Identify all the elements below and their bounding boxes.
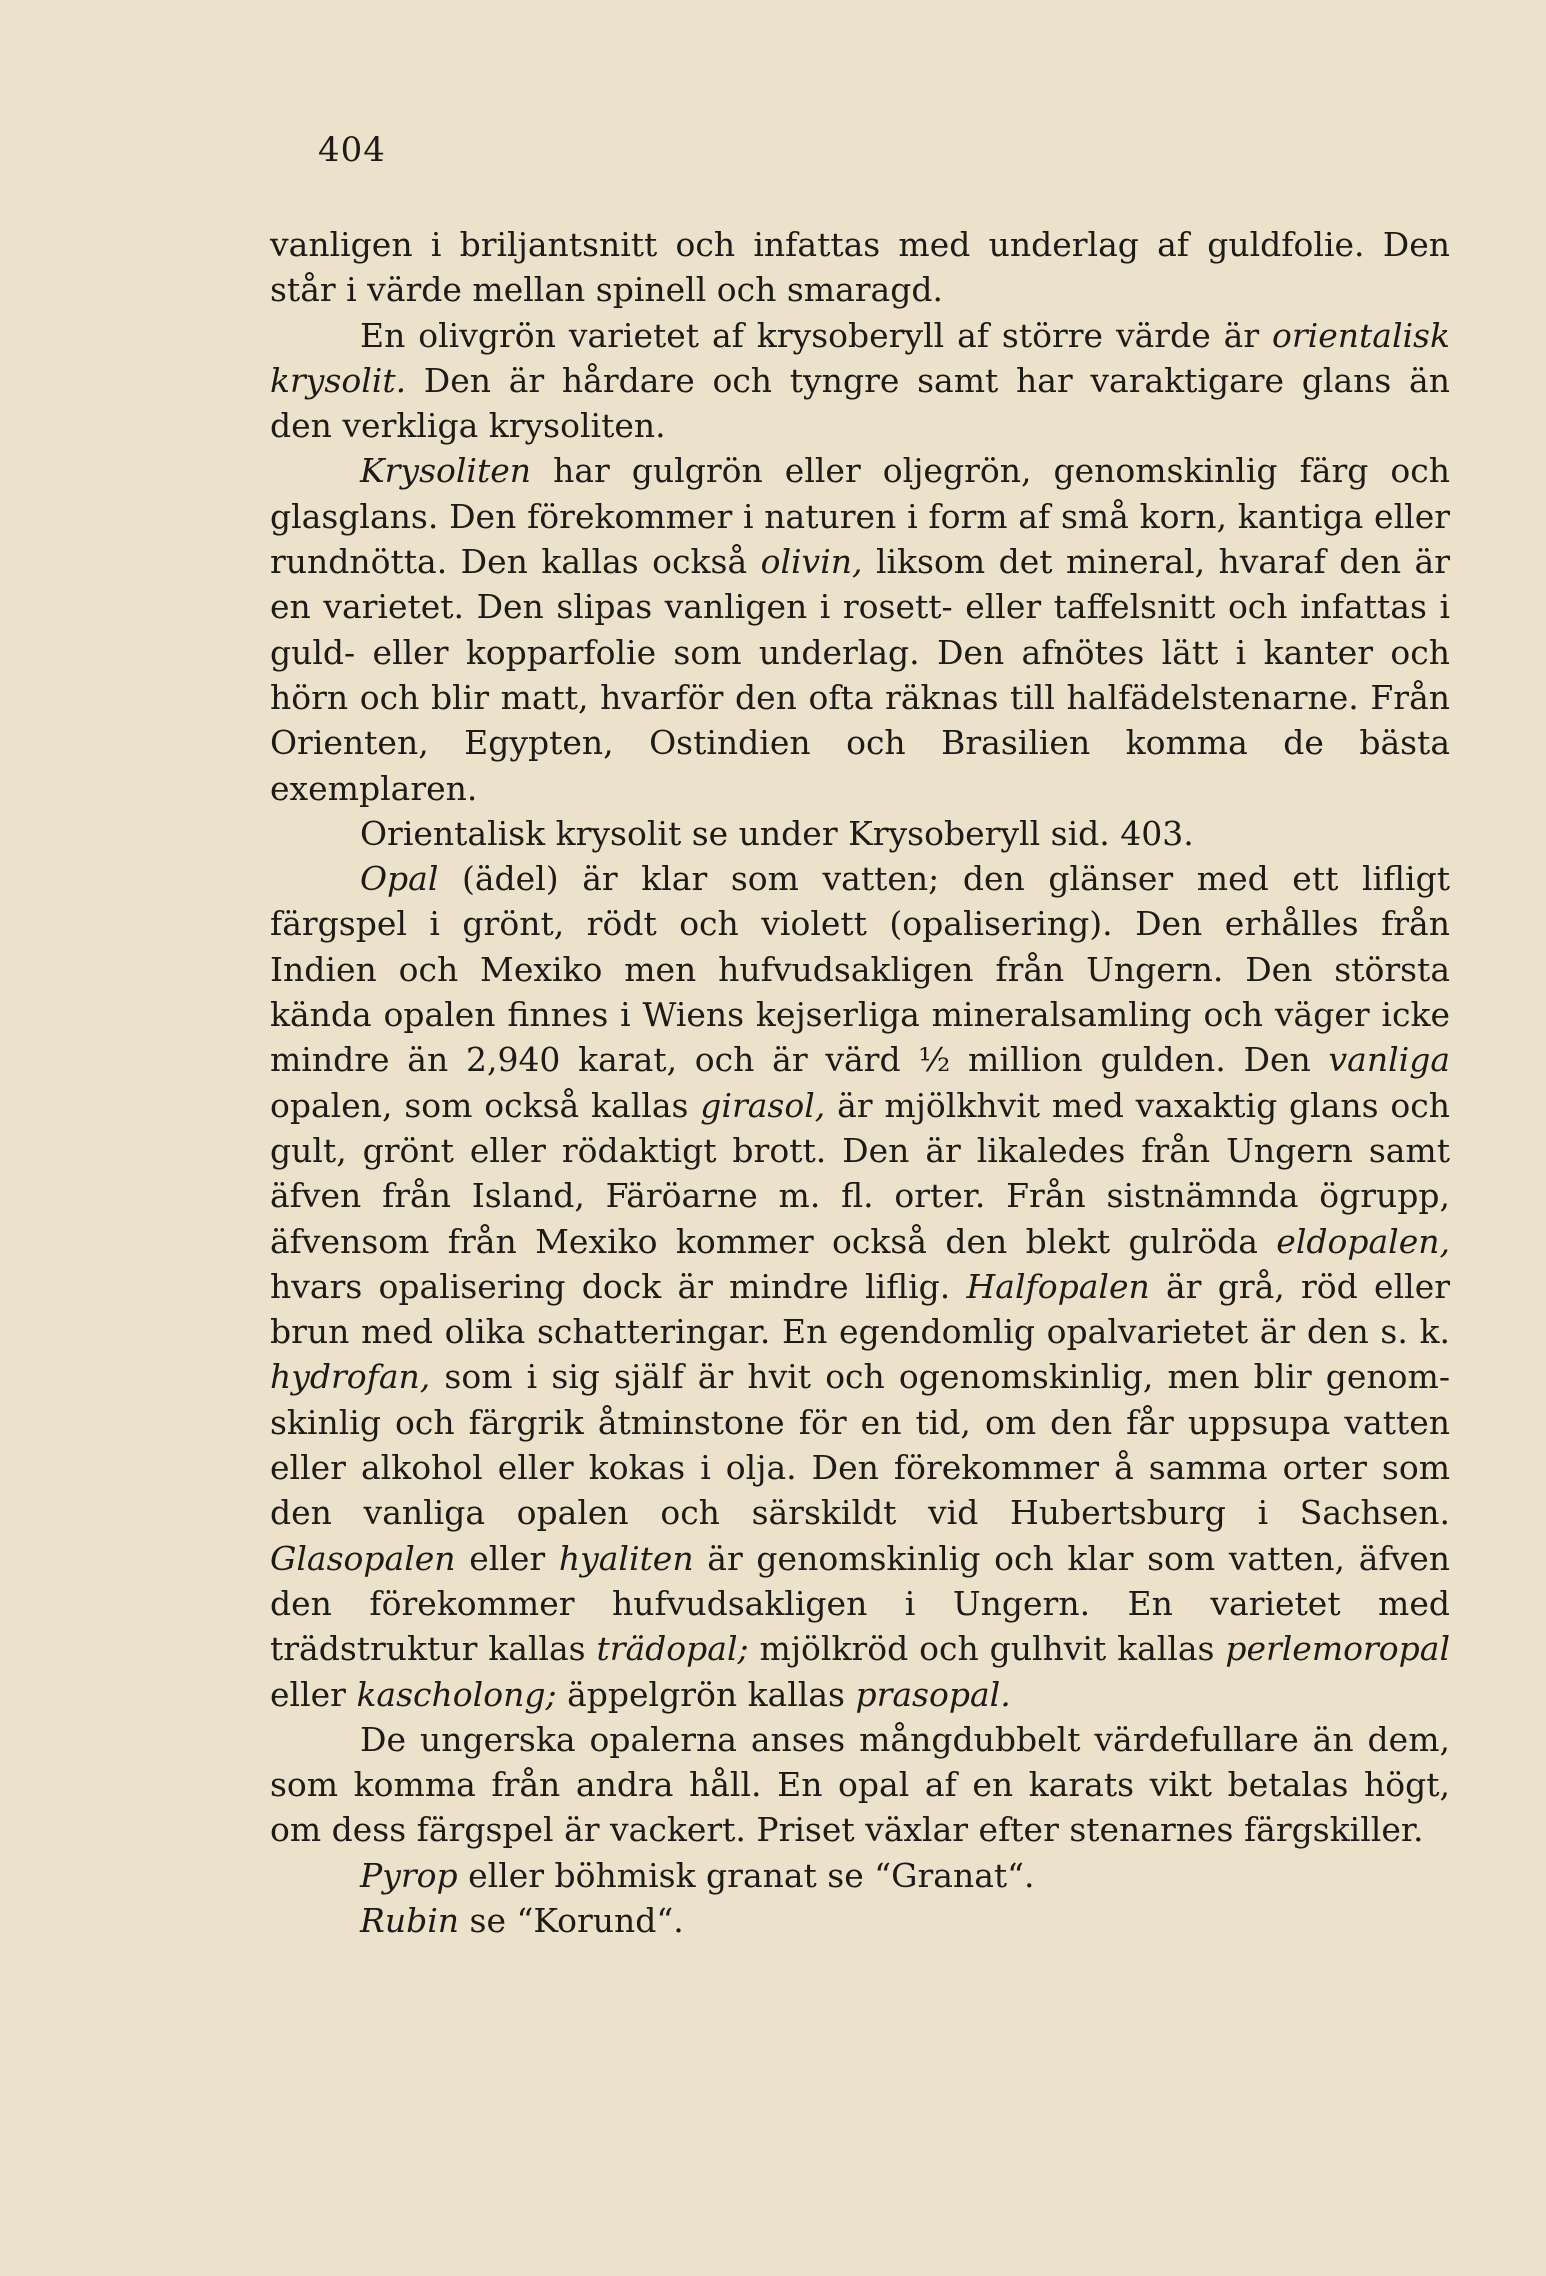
italic-term: perlemoropal — [1225, 1629, 1450, 1669]
paragraph — [270, 448, 1450, 810]
italic-term: olivin, — [760, 542, 863, 582]
paragraph — [270, 1717, 1450, 1853]
italic-term: girasol, — [700, 1085, 826, 1125]
text-run: hvars opalisering dock är mindre liflig. — [270, 1266, 967, 1306]
italic-term: eldopalen, — [1276, 1221, 1450, 1261]
text-run: opalen, som också kallas — [270, 1085, 701, 1125]
paragraph — [270, 222, 1450, 313]
text-run: liksom det mineral, hvaraf den är en varietet. Den slipas vanligen i rosett- eller taffelsnitt och infattas i guld- eller kopparfolie som underlag. Den afnötes lätt i kanter och hörn och blir matt, hvarför den ofta räknas till halfädelstenarne. Från Orienten, Egypten, Ostindien och Brasilien komma de bästa exemplaren. — [270, 542, 1450, 808]
text-run: vanligen i briljantsnitt och infattas med underlag af guldfolie. Den står i värde mellan spinell och smaragd. — [270, 225, 1450, 310]
page-number: 404 — [318, 130, 386, 170]
paragraph — [270, 1853, 1450, 1898]
text-run: som i sig själf är hvit och ogenomskinlig, men blir genomskinlig och färgrik åtminstone för en tid, om den får uppsupa vatten eller alkohol eller kokas i olja. Den förekommer å samma orter som den vanliga opalen och särskildt vid Hubertsburg i Sachsen. — [270, 1357, 1450, 1533]
italic-term: Halfopalen — [966, 1266, 1150, 1306]
text-run: eller — [270, 1674, 357, 1714]
text-run: Den är hårdare och tyngre samt har varaktigare glans än den verkliga krysoliten. — [270, 360, 1450, 446]
paragraph — [270, 313, 1450, 449]
text-run: är genomskinlig och klar som vatten, äfven den förekommer hufvudsakligen i Ungern. En varietet med trädstruktur kallas — [270, 1538, 1451, 1669]
italic-term: Krysoliten — [360, 451, 532, 491]
italic-term: Glasopalen — [270, 1538, 456, 1578]
italic-term: hydrofan, — [270, 1357, 431, 1397]
text-run: (ädel) är klar som vatten; den glänser med ett lifligt färgspel i grönt, rödt och violett (opalisering). Den erhålles från Indien och Mexiko men hufvudsakligen från Ungern. Den största kända opalen finnes i Wiens kejserliga mineralsamling och väger icke mindre än 2,940 karat, och är värd ½ million gulden. Den — [270, 859, 1450, 1080]
text-run: eller böhmisk granat se “Granat“. — [457, 1855, 1035, 1895]
text-run: se “Korund“. — [459, 1900, 684, 1940]
italic-term: vanliga — [1328, 1040, 1450, 1080]
text-run: äppelgrön kallas — [556, 1674, 856, 1714]
text-run: En olivgrön varietet af krysoberyll af större värde är — [360, 315, 1273, 355]
italic-term: Pyrop — [360, 1855, 458, 1895]
italic-term: orientalisk krysolit. — [270, 315, 1450, 400]
paragraph — [270, 856, 1450, 1717]
italic-term: hyaliten — [558, 1538, 694, 1578]
text-run: mjölkröd och gulhvit kallas — [748, 1629, 1226, 1669]
text-run: eller — [455, 1538, 559, 1578]
paragraph — [270, 1898, 1450, 1943]
text-run: Orientalisk krysolit se under Krysoberyll sid. 403. — [360, 813, 1194, 853]
text-run: har gulgrön eller oljegrön, genomskinlig färg och glasglans. Den förekommer i naturen i form af små korn, kantiga eller rundnötta. Den kallas också — [270, 451, 1450, 582]
italic-term: prasopal. — [855, 1674, 1011, 1714]
italic-term: trädopal; — [596, 1629, 749, 1669]
italic-term: Rubin — [360, 1900, 460, 1940]
text-run: är grå, röd eller brun med olika schatteringar. En egendomlig opalvarietet är den s. k. — [270, 1266, 1450, 1352]
text-run: De ungerska opalerna anses mångdubbelt värdefullare än dem, som komma från andra håll. En opal af en karats vikt betalas högt, om dess färgspel är vackert. Priset växlar efter stenarnes färgskiller. — [270, 1719, 1450, 1850]
italic-term: kascholong; — [356, 1674, 557, 1714]
text-run: är mjölkhvit med vaxaktig glans och gult, grönt eller rödaktigt brott. Den är likaledes från Ungern samt äfven från Island, Färöarne m. fl. orter. Från sistnämnda ögrupp, äfvensom från Mexiko kommer också den blekt gulröda — [270, 1085, 1450, 1261]
paragraph — [270, 811, 1450, 856]
text-body — [270, 222, 1450, 1943]
italic-term: Opal — [360, 859, 439, 899]
